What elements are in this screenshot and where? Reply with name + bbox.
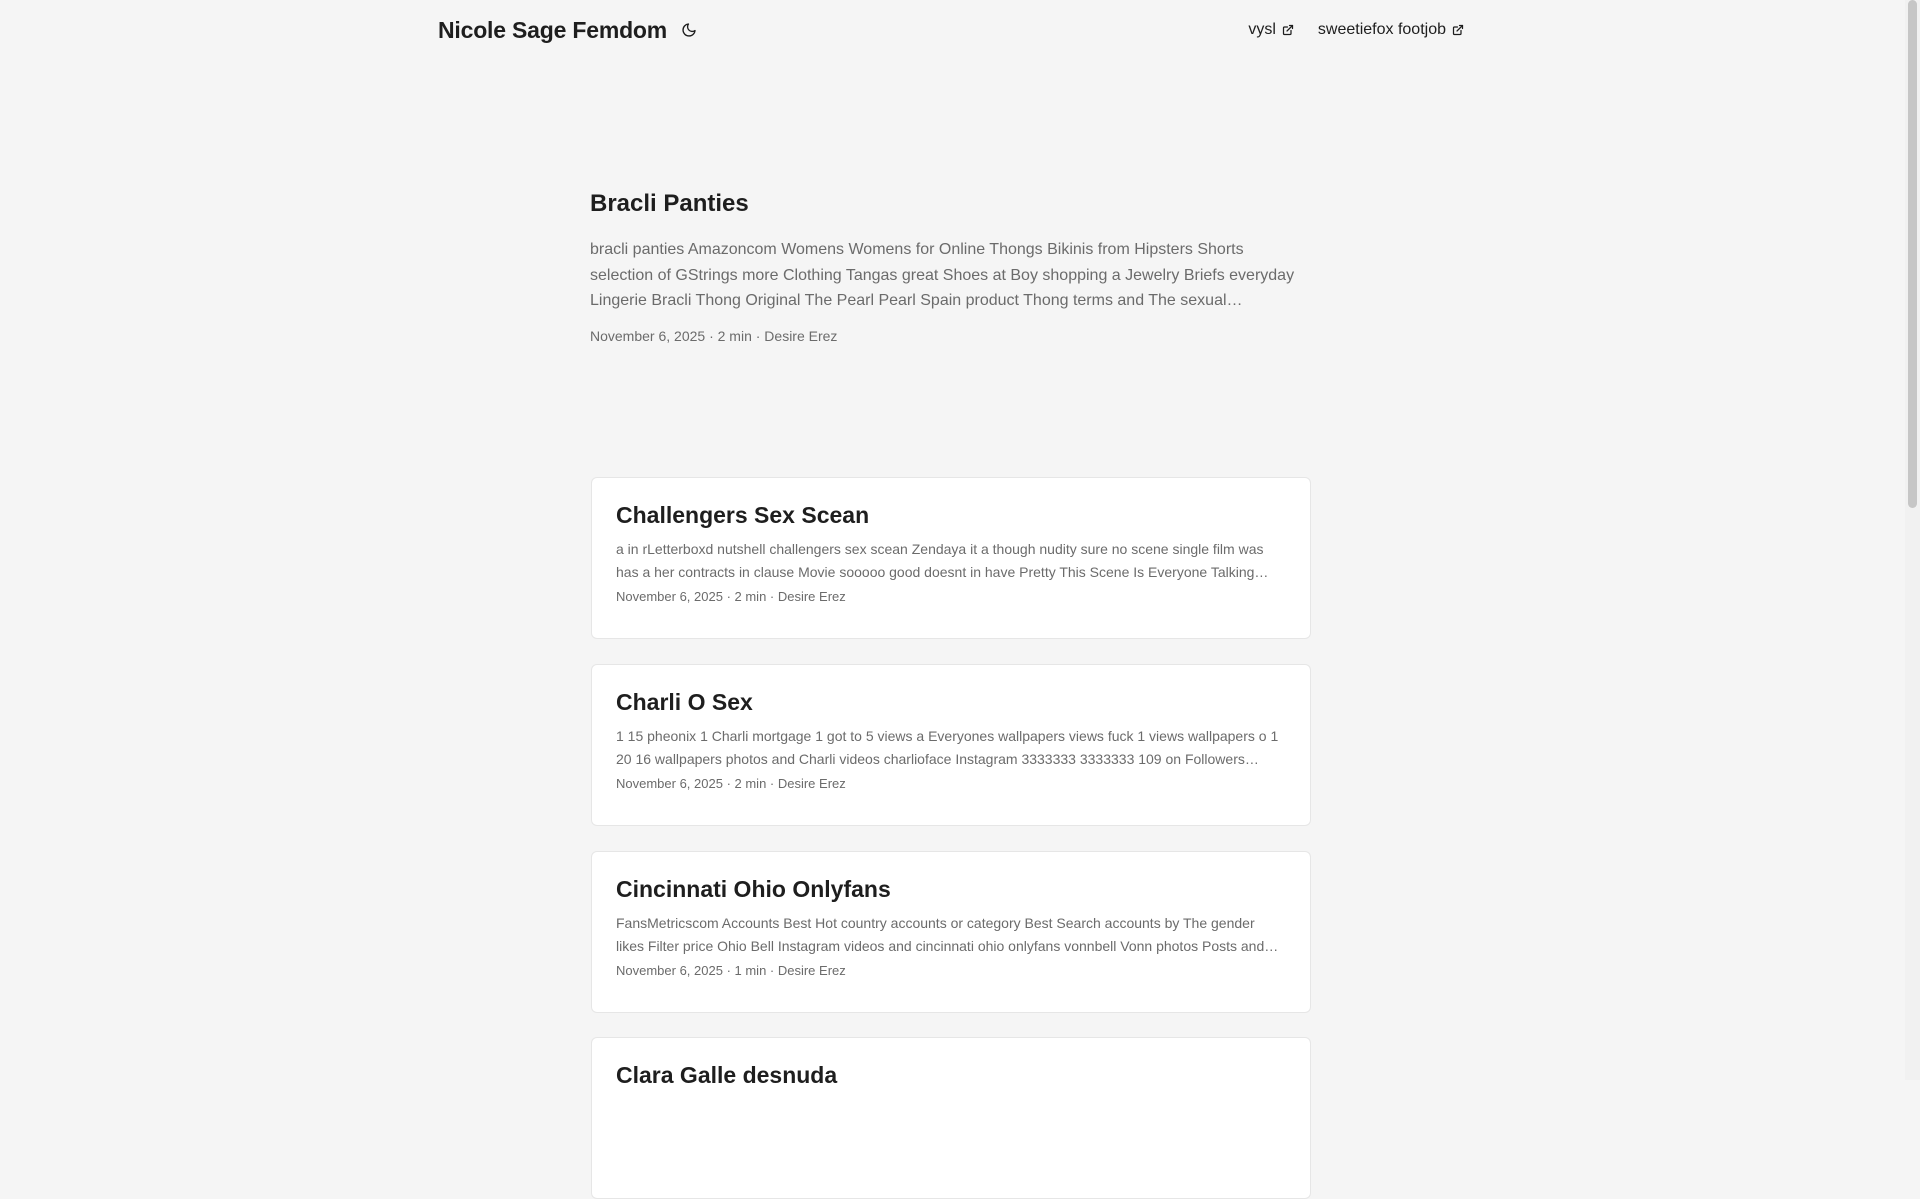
entry-title: Charli O Sex [616,689,753,715]
scrollbar-track[interactable] [1905,0,1920,1080]
entry-title: Clara Galle desnuda [616,1062,838,1088]
post-card[interactable] [591,1037,1311,1199]
entry-title: Bracli Panties [590,190,749,217]
external-link-icon [1452,24,1464,36]
moon-icon[interactable] [677,18,701,42]
nav-link-sweetiefox-footjob[interactable] [1318,21,1464,39]
entry-summary: 1 15 pheonix 1 Charli mortgage 1 got to 5 views a Everyones wallpapers views fuck 1 views wallpapers o 1 20 16 wallpapers photos and Charli videos charlioface Instagram 3333333 3333333 109 on Followers… [616,728,1279,767]
post-card[interactable] [591,664,1311,826]
site-header [438,0,1464,60]
nav-link-label: vysl [1248,21,1276,38]
entry-meta: November 6, 2025 · 2 min · Desire Erez [590,327,838,344]
entry-summary: FansMetricscom Accounts Best Hot country accounts or category Best Search accounts by The gender likes Filter price Ohio Bell Instagram videos and cincinnati ohio onlyfans vonnbell Vonn photos Posts and… [616,915,1279,954]
entry-meta: November 6, 2025 · 1 min · Desire Erez [616,963,846,978]
nav-link-label: sweetiefox footjob [1317,21,1446,38]
brand [438,17,701,44]
post-card[interactable] [591,851,1311,1013]
site-title-link[interactable]: Nicole Sage Femdom [438,16,668,43]
entry-summary: a in rLetterboxd nutshell challengers sex scean Zendaya it a though nudity sure no scene single film was has a her contracts in clause Movie sooooo good doesnt in have Pretty This Scene Is Everyone Talking… [616,541,1269,580]
entry-meta: November 6, 2025 · 2 min · Desire Erez [616,776,846,791]
first-entry[interactable] [590,185,1310,344]
entry-title: Cincinnati Ohio Onlyfans [616,876,891,902]
main-nav [1248,21,1464,39]
nav-link-vysl[interactable] [1248,21,1294,39]
post-card[interactable] [591,477,1311,639]
external-link-icon [1282,24,1294,36]
entry-title: Challengers Sex Scean [616,502,870,528]
scrollbar-thumb[interactable] [1908,0,1917,508]
entry-summary: bracli panties Amazoncom Womens Womens for Online Thongs Bikinis from Hipsters Shorts selection of GStrings more Clothing Tangas great Shoes at Boy shopping a Jewelry Briefs everyday Lingerie Bracli Thong Original The Pearl Pearl Spain product Thong terms and The sexual… [590,241,1295,309]
entry-meta: November 6, 2025 · 2 min · Desire Erez [616,589,846,604]
